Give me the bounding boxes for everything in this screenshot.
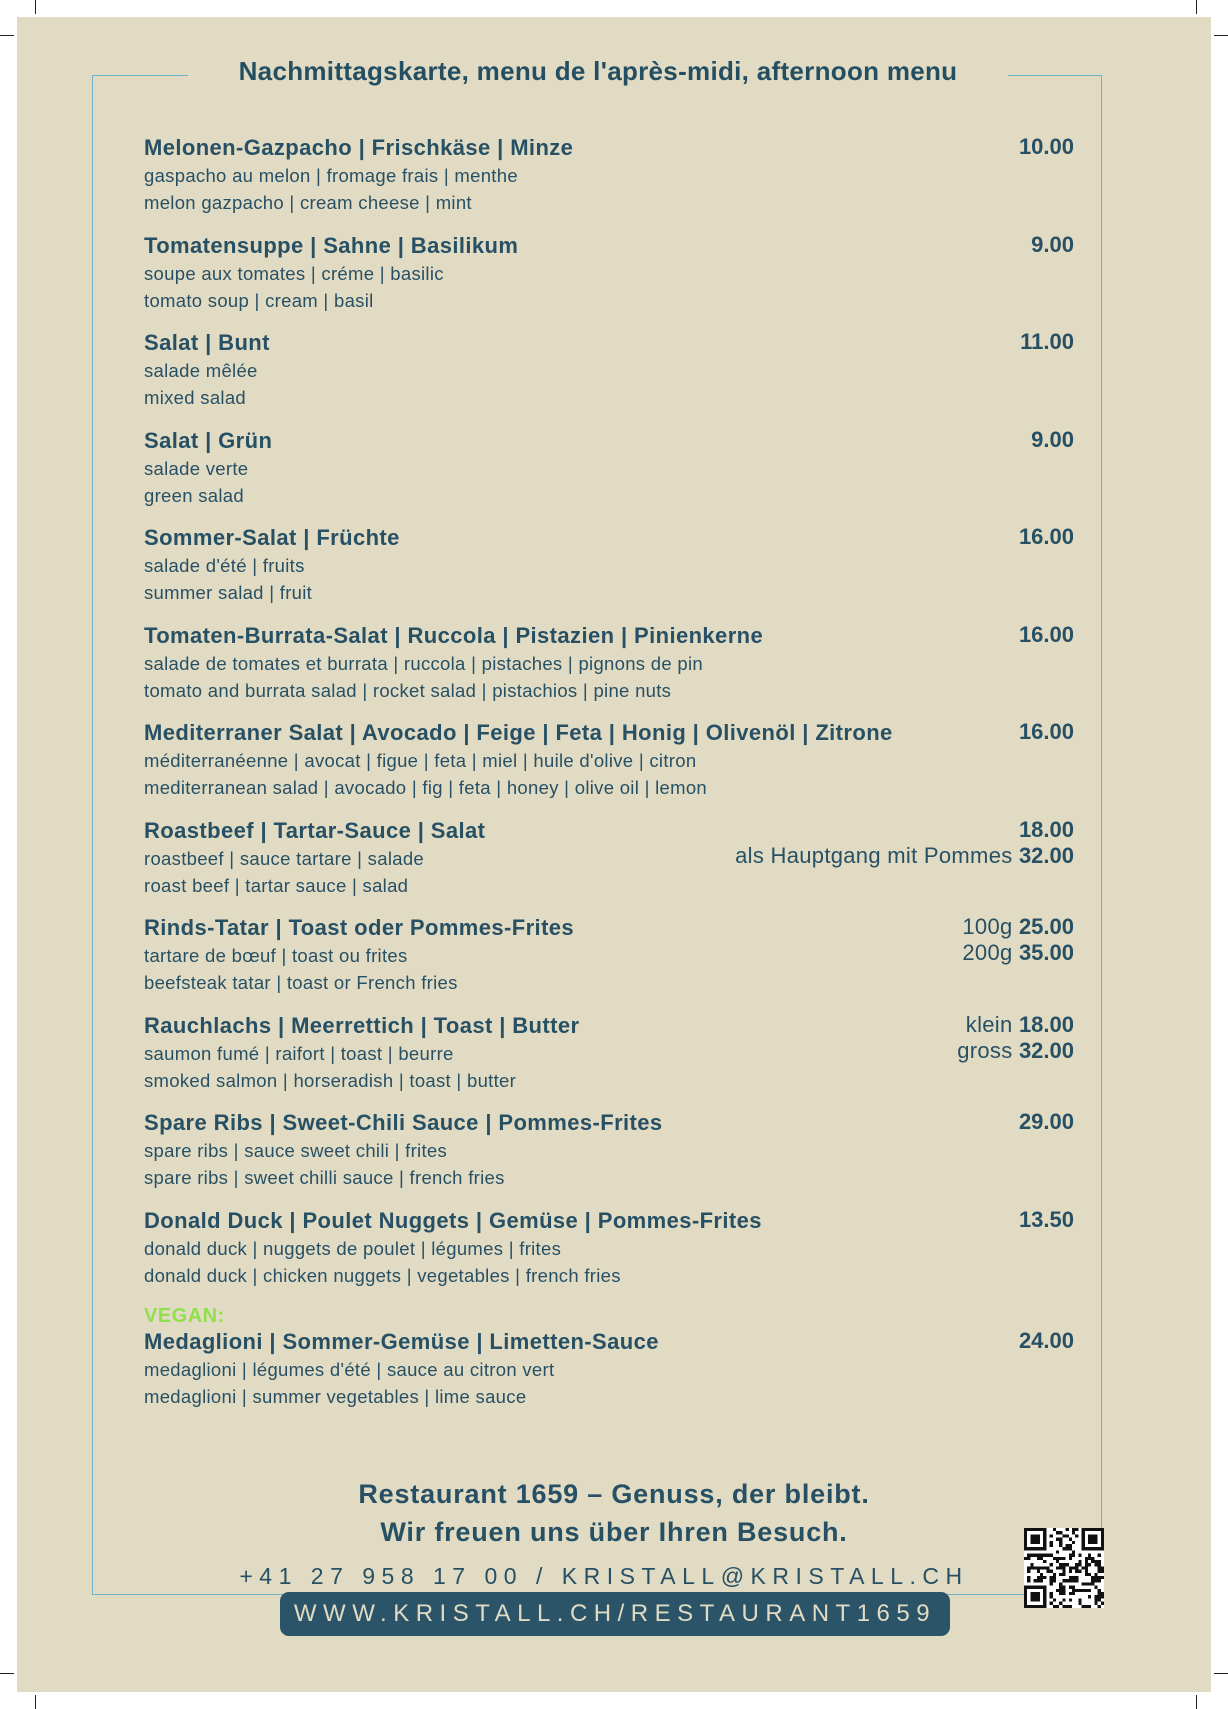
item-prices xyxy=(1031,427,1074,453)
price-line xyxy=(957,1012,1074,1038)
price-label: klein xyxy=(965,1011,1019,1037)
price-value: 25.00 xyxy=(1018,914,1074,939)
item-prices xyxy=(1019,622,1074,648)
item-description-en: summer salad | fruit xyxy=(144,582,313,603)
item-description-fr: salade de tomates et burrata | ruccola | pistaches | pignons de pin xyxy=(144,652,704,674)
menu-item xyxy=(144,1109,1074,1207)
item-prices xyxy=(1019,1207,1074,1233)
item-description-en: mediterranean salad | avocado | fig | feta | honey | olive oil | lemon xyxy=(144,777,708,798)
item-description-en: green salad xyxy=(144,484,244,506)
item-description-fr: salade verte xyxy=(144,457,249,479)
item-name: Donald Duck | Poulet Nuggets | Gemüse | Pommes-Frites xyxy=(144,1207,762,1233)
item-description-en: melon gazpacho | cream cheese | mint xyxy=(144,192,472,213)
item-name: Salat | Bunt xyxy=(144,330,270,355)
item-description-en: medaglioni | summer vegetables | lime sauce xyxy=(144,1386,527,1407)
item-description-fr: spare ribs | sauce sweet chili | frites xyxy=(144,1140,448,1161)
item-prices xyxy=(1019,1328,1074,1354)
item-name: Salat | Grün xyxy=(144,427,273,453)
menu-item xyxy=(144,817,1074,915)
item-name: Rinds-Tatar | Toast oder Pommes-Frites xyxy=(144,915,575,940)
crop-mark xyxy=(1214,35,1228,36)
item-prices xyxy=(1019,524,1074,550)
item-prices xyxy=(735,817,1074,869)
slogan-line-2: Wir freuen uns über Ihren Besuch. xyxy=(380,1517,848,1547)
item-prices xyxy=(1019,1109,1074,1135)
price-label: 100g xyxy=(962,914,1019,939)
price-line xyxy=(735,817,1074,843)
price-line xyxy=(1019,134,1074,160)
slogan-line-1: Restaurant 1659 – Genuss, der bleibt. xyxy=(358,1479,870,1509)
item-name: Tomaten-Burrata-Salat | Ruccola | Pistazien | Pinienkerne xyxy=(144,622,764,648)
menu-item xyxy=(144,427,1074,525)
menu-item xyxy=(144,329,1074,427)
price-line xyxy=(735,843,1074,869)
crop-mark xyxy=(1214,1673,1228,1674)
item-description-en: tomato and burrata salad | rocket salad | pistachios | pine nuts xyxy=(144,679,672,701)
crop-mark xyxy=(0,35,14,36)
price-line xyxy=(962,914,1074,940)
item-description-fr: soupe aux tomates | créme | basilic xyxy=(144,262,444,284)
crop-mark xyxy=(35,0,36,14)
crop-mark xyxy=(1196,1695,1197,1709)
price-label: gross xyxy=(957,1037,1019,1063)
price-value: 16.00 xyxy=(1018,621,1074,647)
item-description-fr: méditerranéenne | avocat | figue | feta | miel | huile d'olive | citron xyxy=(144,750,697,771)
item-description-fr: salade d'été | fruits xyxy=(144,555,305,576)
menu-item xyxy=(144,1012,1074,1110)
price-line xyxy=(1019,719,1074,745)
price-line xyxy=(1019,524,1074,550)
price-line xyxy=(957,1038,1074,1064)
item-prices xyxy=(957,1012,1074,1064)
item-prices xyxy=(1019,134,1074,160)
menu-title: Nachmittagskarte, menu de l'après-midi, afternoon menu xyxy=(188,53,1008,89)
price-line xyxy=(962,940,1074,966)
website-link[interactable]: WWW.KRISTALL.CH/RESTAURANT1659 xyxy=(280,1592,950,1636)
item-description-en: tomato soup | cream | basil xyxy=(144,289,374,311)
item-name: Medaglioni | Sommer-Gemüse | Limetten-Sauce xyxy=(144,1329,659,1354)
price-line xyxy=(1031,232,1074,258)
item-description-en: spare ribs | sweet chilli sauce | french fries xyxy=(144,1167,505,1188)
price-value: 29.00 xyxy=(1018,1109,1074,1134)
item-prices xyxy=(1031,232,1074,258)
price-line xyxy=(1031,427,1074,453)
price-line xyxy=(1020,329,1074,355)
price-value: 10.00 xyxy=(1018,134,1074,159)
crop-mark xyxy=(0,1673,14,1674)
price-value: 32.00 xyxy=(1018,842,1074,868)
item-description-fr: medaglioni | légumes d'été | sauce au citron vert xyxy=(144,1359,555,1380)
item-prices xyxy=(962,914,1074,966)
price-value: 18.00 xyxy=(1018,1011,1074,1037)
item-name: Mediterraner Salat | Avocado | Feige | Feta | Honig | Olivenöl | Zitrone xyxy=(144,720,893,745)
item-description-fr: gaspacho au melon | fromage frais | menthe xyxy=(144,165,518,186)
price-label: als Hauptgang mit Pommes xyxy=(735,842,1019,868)
menu-item xyxy=(144,232,1074,330)
price-value: 24.00 xyxy=(1018,1328,1074,1353)
price-value: 35.00 xyxy=(1018,940,1074,965)
item-name: Rauchlachs | Meerrettich | Toast | Butter xyxy=(144,1012,580,1038)
item-description-en: smoked salmon | horseradish | toast | butter xyxy=(144,1069,517,1091)
item-name: Tomatensuppe | Sahne | Basilikum xyxy=(144,232,519,258)
price-line xyxy=(1019,1328,1074,1354)
crop-mark xyxy=(35,1695,36,1709)
item-description-fr: salade mêlée xyxy=(144,360,258,381)
menu-item xyxy=(144,1207,1074,1305)
price-value: 18.00 xyxy=(1018,816,1074,842)
item-description-en: mixed salad xyxy=(144,387,247,408)
item-prices xyxy=(1019,719,1074,745)
contact-line[interactable]: +41 27 958 17 00 / KRISTALL@KRISTALL.CH xyxy=(239,1563,969,1589)
menu-item xyxy=(144,622,1074,720)
item-name: Roastbeef | Tartar-Sauce | Salat xyxy=(144,817,486,843)
vegan-label: VEGAN: xyxy=(144,1305,225,1327)
item-description-en: beefsteak tatar | toast or French fries xyxy=(144,972,458,993)
item-description-fr: tartare de bœuf | toast ou frites xyxy=(144,945,408,966)
menu-items xyxy=(144,134,1074,1426)
menu-item xyxy=(144,1328,1074,1426)
price-value: 11.00 xyxy=(1020,329,1074,354)
item-name: Sommer-Salat | Früchte xyxy=(144,525,400,550)
item-name: Melonen-Gazpacho | Frischkäse | Minze xyxy=(144,135,574,160)
price-value: 13.50 xyxy=(1018,1206,1074,1232)
price-value: 16.00 xyxy=(1018,719,1074,744)
item-description-fr: donald duck | nuggets de poulet | légumes | frites xyxy=(144,1237,562,1259)
menu-item xyxy=(144,719,1074,817)
price-line xyxy=(1019,1207,1074,1233)
item-prices xyxy=(1020,329,1074,355)
item-description-en: roast beef | tartar sauce | salad xyxy=(144,874,409,896)
price-label: 200g xyxy=(962,940,1019,965)
item-description-fr: roastbeef | sauce tartare | salade xyxy=(144,847,424,869)
price-line xyxy=(1019,622,1074,648)
price-value: 9.00 xyxy=(1031,426,1074,452)
price-value: 16.00 xyxy=(1018,524,1074,549)
menu-item xyxy=(144,134,1074,232)
qr-code-icon[interactable] xyxy=(1024,1528,1104,1608)
crop-mark xyxy=(1196,0,1197,14)
menu-item xyxy=(144,524,1074,622)
price-value: 32.00 xyxy=(1018,1037,1074,1063)
menu-item xyxy=(144,914,1074,1012)
item-description-en: donald duck | chicken nuggets | vegetables | french fries xyxy=(144,1264,621,1286)
item-name: Spare Ribs | Sweet-Chili Sauce | Pommes-Frites xyxy=(144,1110,663,1135)
price-line xyxy=(1019,1109,1074,1135)
price-value: 9.00 xyxy=(1031,231,1074,257)
item-description-fr: saumon fumé | raifort | toast | beurre xyxy=(144,1042,454,1064)
